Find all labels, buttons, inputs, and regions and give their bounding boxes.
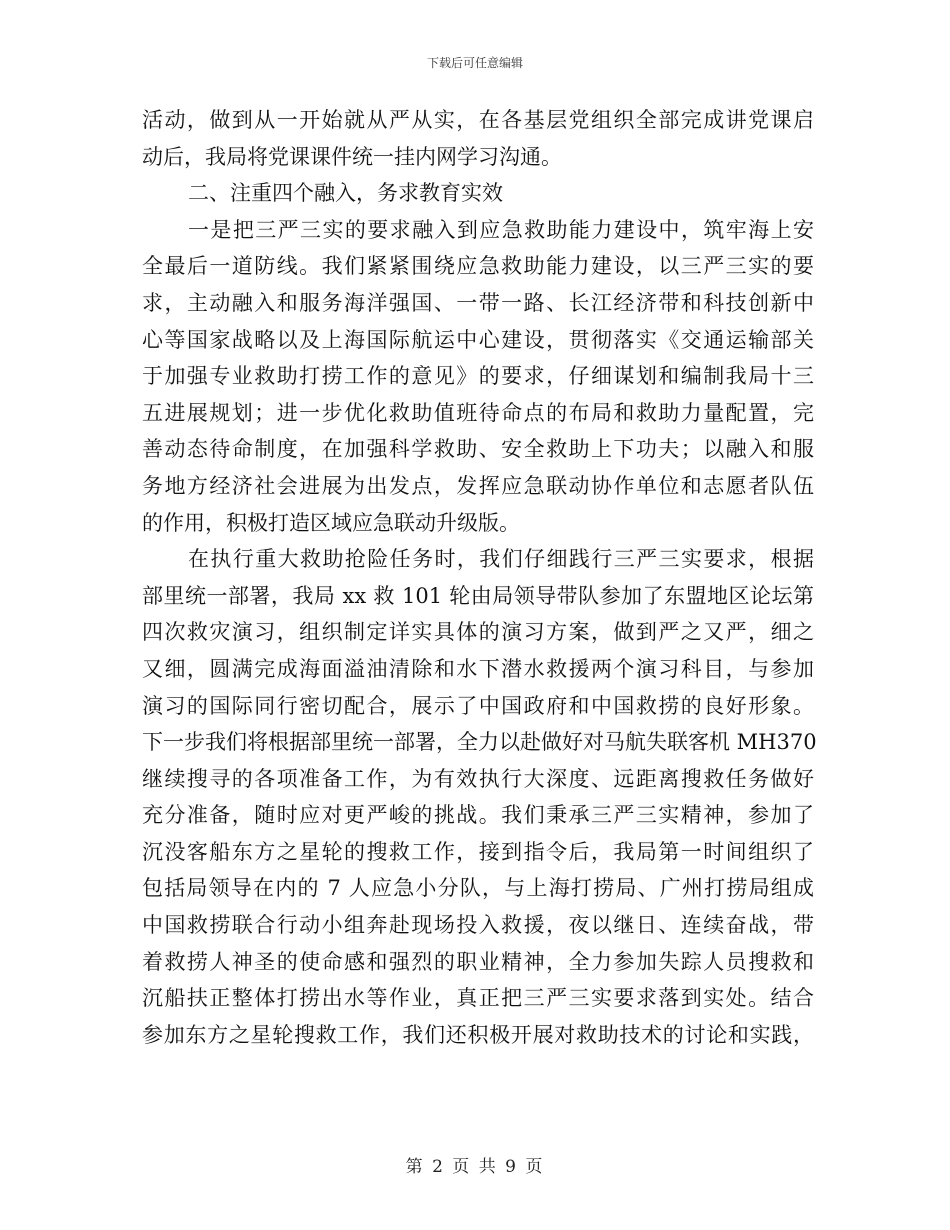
body-line: 求，主动融入和服务海洋强国、一带一路、长江经济带和科技创新中: [142, 290, 814, 315]
body-line: 下一步我们将根据部里统一部署，全力以赴做好对马航失联客机 MH370: [142, 730, 817, 755]
body-line: 又细，圆满完成海面溢油清除和水下潜水救援两个演习科目，与参加: [142, 656, 814, 681]
body-line: 务地方经济社会进展为出发点，发挥应急联动协作单位和志愿者队伍: [142, 473, 814, 498]
body-line: 心等国家战略以及上海国际航运中心建设，贯彻落实《交通运输部关: [142, 327, 814, 352]
body-line: 全最后一道防线。我们紧紧围绕应急救助能力建设，以三严三实的要: [142, 254, 814, 279]
body-line: 参加东方之星轮搜救工作，我们还积极开展对救助技术的讨论和实践，: [142, 1022, 814, 1047]
body-line: 着救捞人神圣的使命感和强烈的职业精神，全力参加失踪人员搜救和: [142, 949, 814, 974]
body-line: 沉船扶正整体打捞出水等作业，真正把三严三实要求落到实处。结合: [142, 986, 814, 1011]
body-line: 沉没客船东方之星轮的搜救工作，接到指令后，我局第一时间组织了: [142, 839, 814, 864]
body-line: 五进展规划；进一步优化救助值班待命点的布局和救助力量配置，完: [142, 400, 814, 425]
body-line: 中国救捞联合行动小组奔赴现场投入救援，夜以继日、连续奋战，带: [142, 913, 814, 938]
body-line: 包括局领导在内的 7 人应急小分队，与上海打捞局、广州打捞局组成: [142, 876, 814, 901]
body-line: 演习的国际同行密切配合，展示了中国政府和中国救捞的良好形象。: [142, 693, 814, 718]
body-line: 充分准备，随时应对更严峻的挑战。我们秉承三严三实精神，参加了: [142, 803, 814, 828]
body-line: 于加强专业救助打捞工作的意见》的要求，仔细谋划和编制我局十三: [142, 364, 814, 389]
body-line: 四次救灾演习，组织制定详实具体的演习方案，做到严之又严，细之: [142, 620, 814, 645]
body-line: 继续搜寻的各项准备工作，为有效执行大深度、远距离搜救任务做好: [142, 766, 814, 791]
body-line: 活动，做到从一开始就从严从实，在各基层党组织全部完成讲党课启: [142, 108, 814, 132]
section-heading: 二、注重四个融入，务求教育实效: [188, 181, 503, 206]
body-line: 部里统一部署，我局 xx 救 101 轮由局领导带队参加了东盟地区论坛第: [142, 583, 814, 608]
page-number: 第 2 页 共 9 页: [405, 1157, 545, 1177]
body-line: 动后，我局将党课课件统一挂内网学习沟通。: [142, 144, 562, 169]
body-line: 在执行重大救助抢险任务时，我们仔细践行三严三实要求，根据: [188, 547, 814, 572]
page-header: 下载后可任意编辑: [426, 56, 523, 70]
body-line: 一是把三严三实的要求融入到应急救助能力建设中，筑牢海上安: [188, 217, 814, 242]
body-line: 的作用，积极打造区域应急联动升级版。: [142, 510, 520, 535]
document-body: [142, 102, 817, 1053]
body-line: 善动态待命制度，在加强科学救助、安全救助上下功夫；以融入和服: [142, 437, 814, 462]
